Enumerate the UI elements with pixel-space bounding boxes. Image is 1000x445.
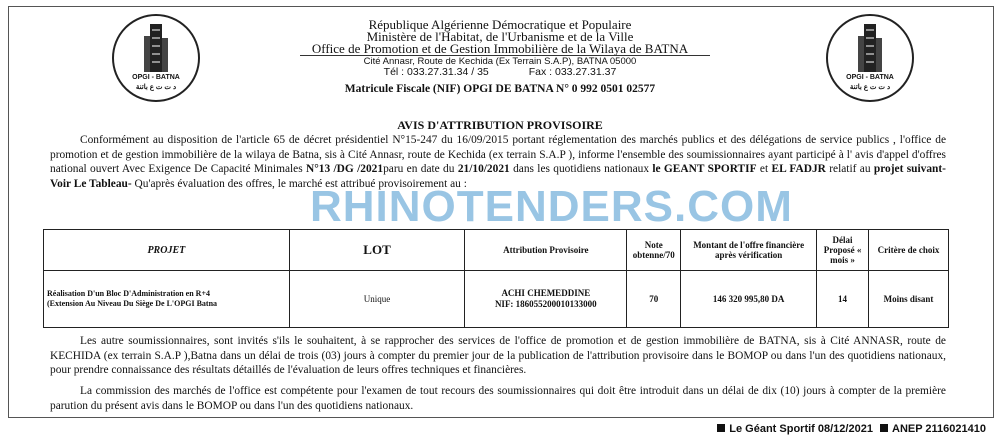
intro-paragraph: Conformément au disposition de l'article 65 de décret présidentiel N°15-247 du 16/09/2015 portant réglementation des marchés publics et des délégations de service publics , l'office de promotion et de gestion immobilière de la wilaya de Batna, sis à Cité Annasr, route de Kechida (ex terrain S.A.P ), informe l'ensemble des soumissionnaires ayant participé à l' avis d'appel d'offres national ouvert Avec Exigence De Capacité Minimales N°13 /DG /2021paru en date du 21/10/2021 dans les quotidiens nationaux le GEANT SPORTIF et EL FADJR relatif au projet suivant-Voir Le Tableau- Qu'après évaluation des offres, le marché est attribué provisoirement au :: [50, 134, 946, 190]
logo-latin-text: OPGI - BATNA: [846, 74, 894, 81]
logo-latin-text: OPGI - BATNA: [132, 74, 180, 81]
logo-arabic-text: د ت ت ع باتنة: [135, 84, 177, 91]
notice-title: AVIS D'ATTRIBUTION PROVISOIRE: [397, 118, 603, 132]
bullet-square-icon: [880, 424, 888, 432]
header-tel: Tél : 033.27.31.34 / 35: [383, 66, 489, 78]
cell-critere: Moins disant: [869, 271, 949, 328]
col-note: Note obtenne/70: [627, 230, 681, 271]
opgi-logo-left: [112, 14, 200, 102]
paragraph-other-bidders: Les autre soumissionnaires, sont invités s'ils le souhaitent, à se rapprocher des services de l'office de promotion et de gestion immobilière de BATNA, sis à Cité ANNASR, route de KECHIDA (ex terrain S.A.P ),Batna dans un délai de trois (03) jours à compter du premier jour de la publication de l'attribution provisoire dans le BOMOP ou dans l'un des quotidiens nationaux, pour prendre connaissance des résultats détaillés de l'évaluation de leurs offres techniques et financières.: [50, 335, 946, 376]
header-address: Cité Annasr, Route de Kechida (Ex Terrain S.A.P), BATNA 05000: [363, 56, 637, 67]
col-projet: PROJET: [44, 230, 290, 271]
header-office: Office de Promotion et de Gestion Immobilière de la Wilaya de BATNA: [311, 41, 689, 56]
opgi-logo-right: [826, 14, 914, 102]
logo-arabic-text: د ت ت ع باتنة: [849, 84, 891, 91]
watermark: RHINOTENDERS.COM: [310, 182, 793, 231]
header-ministry: Ministère de l'Habitat, de l'Urbanisme et de la Ville: [366, 29, 634, 44]
col-delai: Délai Proposé « mois »: [817, 230, 869, 271]
table-header-row: [44, 230, 949, 271]
attribution-table: [43, 229, 949, 328]
table-row: [44, 271, 949, 328]
footer-anep: ANEP 2116021410: [892, 423, 986, 435]
header-republic: République Algérienne Démocratique et Populaire: [368, 17, 632, 32]
col-critere: Critère de choix: [869, 230, 949, 271]
cell-projet: Réalisation D'un Bloc D'Administration en R+4 (Extension Au Niveau Du Siège De L'OPGI Batna: [44, 271, 290, 328]
footer-source: Le Géant Sportif 08/12/2021: [729, 423, 873, 435]
cell-lot: Unique: [289, 271, 465, 328]
header-contact: [250, 67, 750, 78]
header-fax: Fax : 033.27.31.37: [528, 66, 617, 78]
col-attribution: Attribution Provisoire: [465, 230, 627, 271]
cell-note: 70: [627, 271, 681, 328]
cell-delai: 14: [817, 271, 869, 328]
cell-attribution: ACHI CHEMEDDINE NIF: 186055200010133000: [465, 271, 627, 328]
header-fiscal-id: Matricule Fiscale (NIF) OPGI DE BATNA N° 0 992 0501 02577: [344, 83, 656, 95]
footer: [713, 423, 986, 435]
col-lot: LOT: [289, 230, 465, 271]
cell-montant: 146 320 995,80 DA: [681, 271, 817, 328]
bullet-square-icon: [717, 424, 725, 432]
paragraph-appeals: La commission des marchés de l'office est compétente pour l'examen de tout recours des soumissionnaires qui doit être introduit dans un délai de dix (10) jours à compter de la première parution du présent avis dans le BOMOP ou dans l'un des quotidiens nationaux.: [50, 385, 946, 412]
col-montant: Montant de l'offre financière après vérification: [681, 230, 817, 271]
